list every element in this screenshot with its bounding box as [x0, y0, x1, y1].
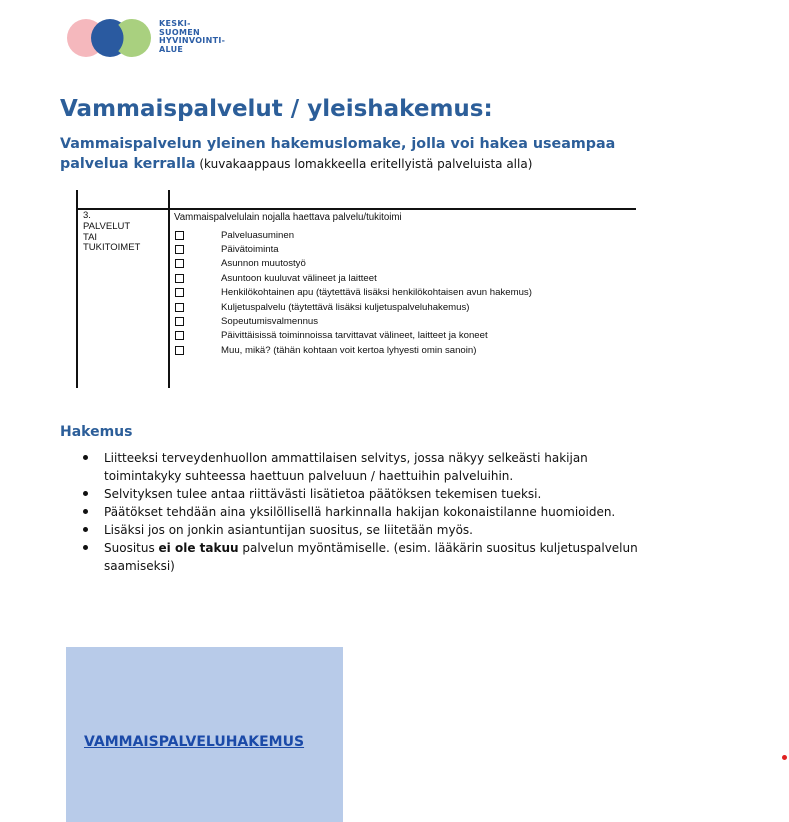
- hakemus-heading: Hakemus: [60, 424, 133, 440]
- option-item: Asuntoon kuuluvat välineet ja laitteet: [175, 271, 532, 285]
- table-border-middle: [168, 190, 170, 388]
- checkbox: [175, 245, 184, 254]
- form-screenshot: [76, 190, 636, 388]
- list-item: Lisäksi jos on jonkin asiantuntijan suositus, se liitetään myös.: [80, 521, 640, 539]
- subtitle-note: (kuvakaappaus lomakkeella eritellyistä palveluista alla): [195, 157, 533, 171]
- logo: [66, 16, 266, 60]
- checkbox: [175, 259, 184, 268]
- checkbox: [175, 331, 184, 340]
- option-item: Muu, mikä? (tähän kohtaan voit kertoa lyhyesti omin sanoin): [175, 343, 532, 357]
- checkbox: [175, 317, 184, 326]
- checkbox: [175, 288, 184, 297]
- question-label: Vammaispalvelulain nojalla haettava palvelu/tukitoimi: [174, 212, 402, 223]
- table-border-left: [76, 190, 78, 388]
- subtitle-strong: Vammaispalvelun yleinen hakemuslomake, jolla voi hakea useampaa palvelua kerralla: [60, 136, 616, 172]
- list-item: Päätökset tehdään aina yksilöllisellä harkinnalla hakijan kokonaistilanne huomioiden.: [80, 503, 640, 521]
- option-item: Päivätoiminta: [175, 242, 532, 256]
- section-label: 3. PALVELUT TAI TUKITOIMET: [83, 210, 141, 254]
- checkbox: [175, 346, 184, 355]
- logo-wordmark: KESKI- SUOMEN HYVINVOINTI- ALUE: [159, 19, 226, 54]
- options-list: [175, 228, 532, 358]
- checkbox: [175, 231, 184, 240]
- option-item: Asunnon muutostyö: [175, 257, 532, 271]
- hakemus-list: [80, 449, 640, 575]
- list-item: Selvityksen tulee antaa riittävästi lisätietoa päätöksen tekemisen tueksi.: [80, 485, 640, 503]
- red-dot: [782, 755, 787, 760]
- list-item: Liitteeksi terveydenhuollon ammattilaisen selvitys, jossa näkyy selkeästi hakijan toimintakyky suhteessa haettuun palveluun / haettuihin palveluihin.: [80, 449, 640, 485]
- vammaispalveluhakemus-link[interactable]: VAMMAISPALVELUHAKEMUS: [84, 734, 305, 750]
- option-item: Päivittäisissä toiminnoissa tarvittavat välineet, laitteet ja koneet: [175, 329, 532, 343]
- page-title: Vammaispalvelut / yleishakemus:: [60, 96, 493, 122]
- option-item: Sopeutumisvalmennus: [175, 314, 532, 328]
- page-subtitle: [60, 134, 660, 174]
- list-item: Suositus ei ole takuu palvelun myöntämiselle. (esim. lääkärin suositus kuljetuspalvelun saamiseksi): [80, 539, 640, 575]
- option-item: Kuljetuspalvelu (täytettävä lisäksi kuljetuspalveluhakemus): [175, 300, 532, 314]
- option-item: Palveluasuminen: [175, 228, 532, 242]
- cta-box: [66, 647, 343, 822]
- checkbox: [175, 274, 184, 283]
- table-border-top: [76, 208, 636, 210]
- logo-circles-icon: [66, 18, 156, 58]
- checkbox: [175, 303, 184, 312]
- option-item: Henkilökohtainen apu (täytettävä lisäksi henkilökohtaisen avun hakemus): [175, 286, 532, 300]
